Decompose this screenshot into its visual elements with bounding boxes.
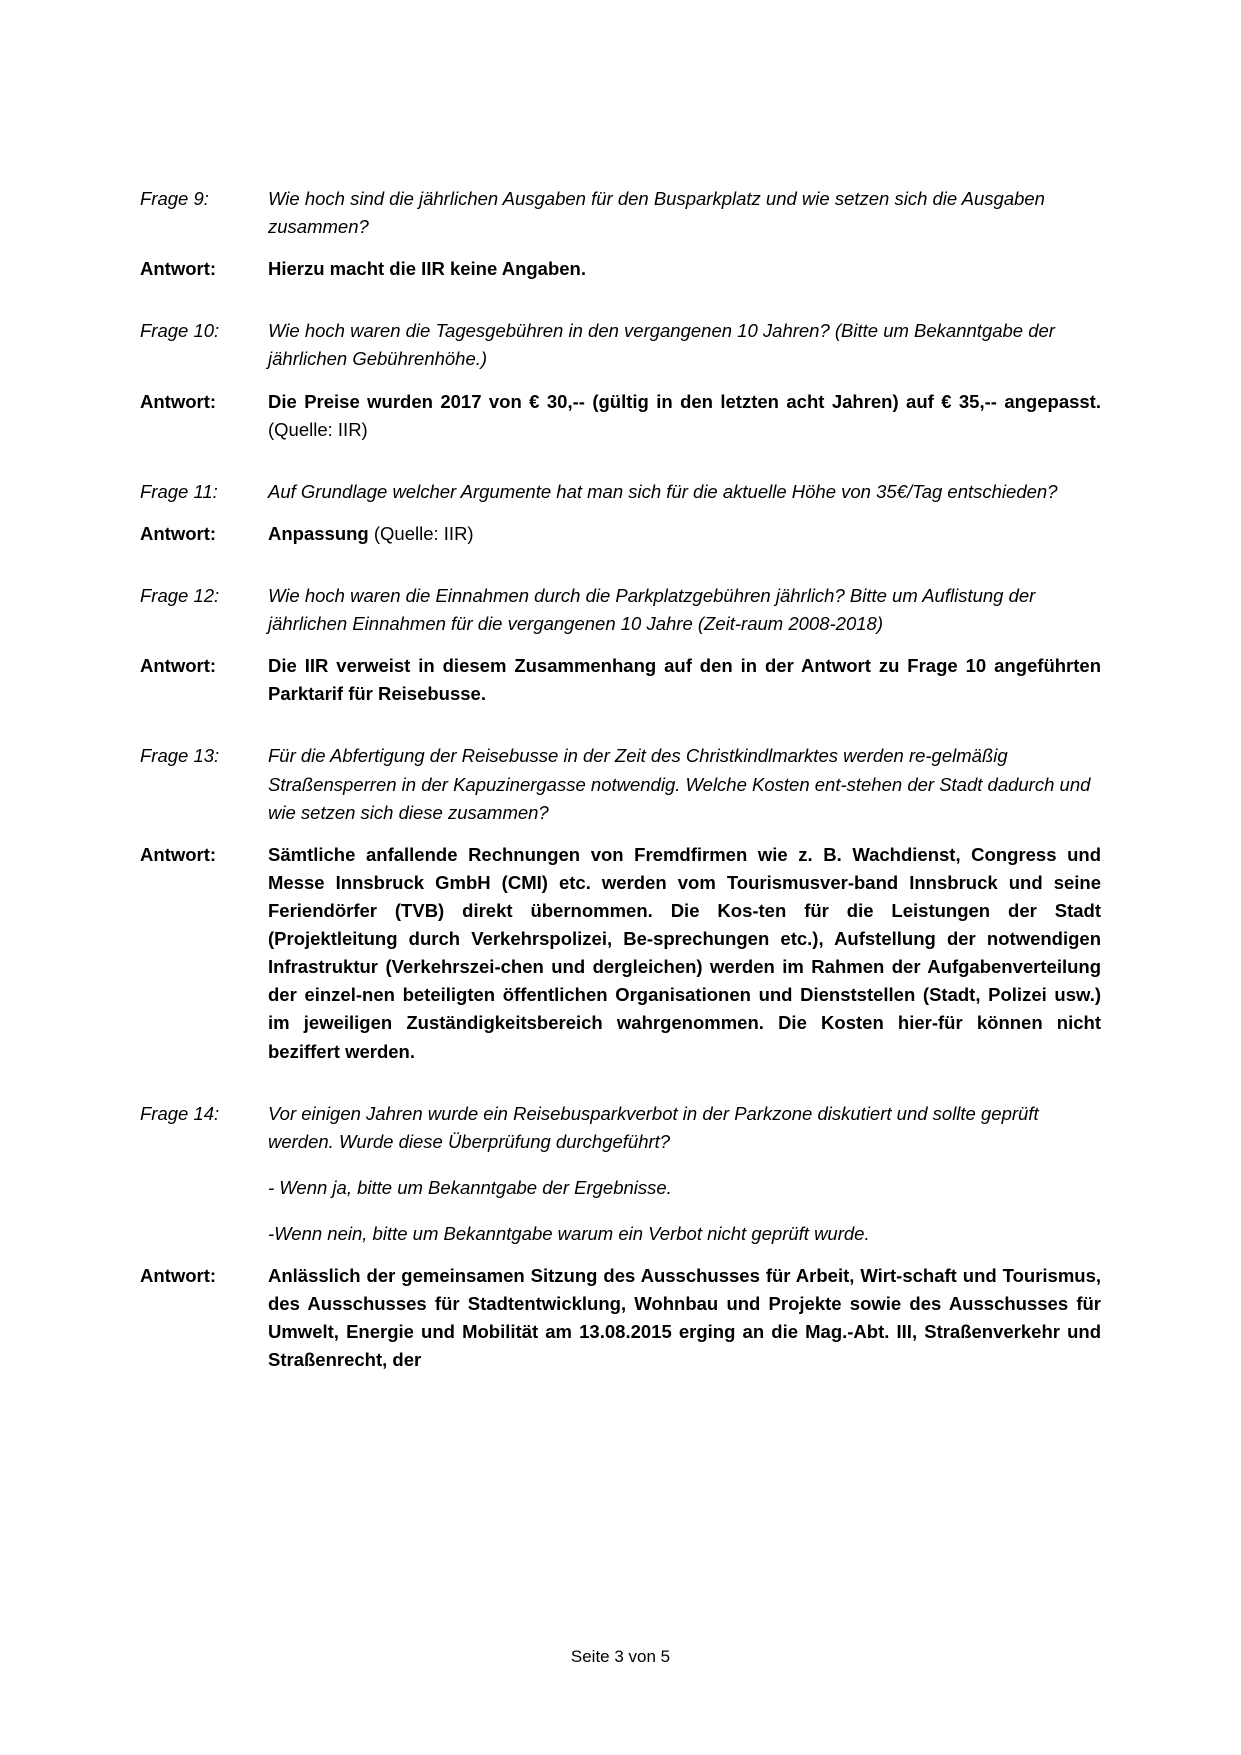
answer-bold-text: Anlässlich der gemeinsamen Sitzung des Ausschusses für Arbeit, Wirt-schaft und Tourismus, des Ausschusses für Stadtentwicklung, Wohnbau und Projekte sowie des Ausschusses für Umwelt, Energie und Mobilität am 13.08.2015 erging an die Mag.-Abt. III, Straßenverkehr und Straßenrecht, der (268, 1265, 1101, 1371)
question-label: Frage 12: (140, 584, 220, 606)
qa-block (140, 185, 1101, 283)
question-text: Wie hoch sind die jährlichen Ausgaben für den Busparkplatz und wie setzen sich die Ausgaben zusammen? (268, 188, 1045, 238)
answer-bold-text: Die IIR verweist in diesem Zusammenhang auf den in der Antwort zu Frage 10 angeführten Parktarif für Reisebusse. (268, 655, 1101, 705)
answer-row (140, 520, 1101, 548)
answer-normal-text: (Quelle: IIR) (268, 418, 368, 440)
answer-text (268, 255, 1101, 283)
question-main-text: Vor einigen Jahren wurde ein Reisebusparkverbot in der Parkzone diskutiert und sollte geprüft werden. Wurde diese Überprüfung durchgeführt? (268, 1102, 1039, 1152)
answer-row (140, 1262, 1101, 1374)
answer-row (140, 255, 1101, 283)
question-row (140, 317, 1101, 373)
answer-bold-text: Die Preise wurden 2017 von € 30,-- (gültig in den letzten acht Jahren) auf € 35,-- angepasst. (268, 390, 1101, 412)
question-label: Frage 13: (140, 745, 220, 767)
answer-row (140, 652, 1101, 708)
qa-block (140, 742, 1101, 1065)
answer-label: Antwort: (140, 522, 217, 544)
question-text: Für die Abfertigung der Reisebusse in der Zeit des Christkindlmarktes werden re-gelmäßig Straßensperren in der Kapuzinergasse notwendig. Welche Kosten ent-stehen der Stadt dadurch und wie setzen sich diese zusammen? (268, 745, 1091, 823)
answer-bold-text: Hierzu macht die IIR keine Angaben. (268, 258, 586, 280)
answer-label: Antwort: (140, 843, 217, 865)
question-text: Auf Grundlage welcher Argumente hat man sich für die aktuelle Höhe von 35€/Tag entschieden? (268, 480, 1058, 502)
qa-block (140, 1100, 1101, 1375)
answer-normal-text: (Quelle: IIR) (368, 522, 474, 544)
question-label: Frage 14: (140, 1102, 220, 1124)
answer-bold-text: Anpassung (268, 522, 369, 544)
question-label: Frage 9: (140, 188, 209, 209)
question-sub-line-2: -Wenn nein, bitte um Bekanntgabe warum ein Verbot nicht geprüft wurde. (268, 1222, 870, 1244)
question-row (140, 582, 1101, 638)
question-text: Wie hoch waren die Tagesgebühren in den vergangenen 10 Jahren? (Bitte um Bekanntgabe der jährlichen Gebührenhöhe.) (268, 320, 1055, 370)
question-text: Wie hoch waren die Einnahmen durch die Parkplatzgebühren jährlich? Bitte um Auflistung der jährlichen Einnahmen für die vergangenen 10 Jahre (Zeit-raum 2008-2018) (268, 584, 1036, 635)
answer-text (268, 520, 1101, 548)
qa-block (140, 478, 1101, 548)
qa-block (140, 317, 1101, 443)
qa-block (140, 582, 1101, 708)
answer-row (140, 841, 1101, 1066)
answer-label: Antwort: (140, 655, 217, 677)
page-footer: Seite 3 von 5 (570, 1647, 671, 1666)
question-sub-line-1: - Wenn ja, bitte um Bekanntgabe der Ergebnisse. (268, 1176, 672, 1198)
answer-label: Antwort: (140, 1265, 217, 1287)
answer-text (268, 388, 1101, 444)
question-label: Frage 10: (140, 320, 220, 342)
question-row (140, 1100, 1101, 1248)
answer-text (268, 841, 1101, 1066)
answer-text (268, 652, 1101, 708)
question-text (268, 1100, 1101, 1248)
question-row (140, 185, 1101, 241)
answer-text (268, 1262, 1101, 1374)
answer-row (140, 388, 1101, 444)
answer-bold-text: Sämtliche anfallende Rechnungen von Fremdfirmen wie z. B. Wachdienst, Congress und Messe Innsbruck GmbH (CMI) etc. werden vom Tourismusver-band Innsbruck und seine Feriendörfer (TVB) direkt übernommen. Die Kos-ten für die Leistungen der Stadt (Projektleitung durch Verkehrspolizei, Be-sprechungen etc.), Aufstellung der notwendigen Infrastruktur (Verkehrszei-chen und dergleichen) werden im Rahmen der Aufgabenverteilung der einzel-nen beteiligten öffentlichen Organisationen und Dienststellen (Stadt, Polizei usw.) im jeweiligen Zuständigkeitsbereich wahrgenommen. Die Kosten hier-für können nicht beziffert werden. (268, 843, 1101, 1062)
question-row (140, 478, 1101, 506)
question-label: Frage 11: (140, 480, 218, 502)
answer-label: Antwort: (140, 390, 217, 412)
question-row (140, 742, 1101, 826)
answer-label: Antwort: (140, 258, 217, 280)
